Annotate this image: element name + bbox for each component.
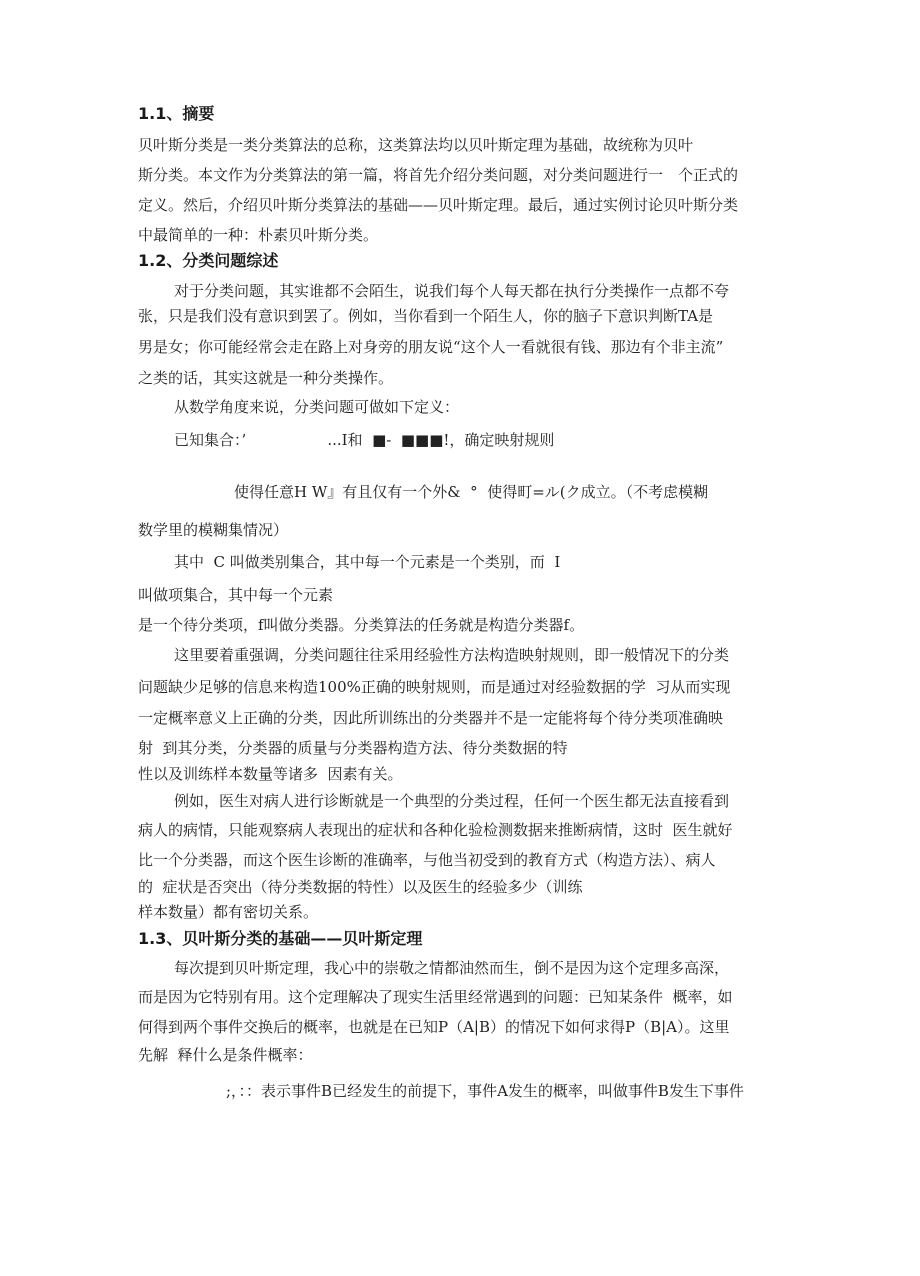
section-heading-summary: 1.1、摘要 bbox=[138, 104, 215, 123]
paragraph-line: 从数学角度来说，分类问题可做如下定义： bbox=[174, 398, 460, 416]
paragraph-line: 张，只是我们没有意识到罢了。例如，当你看到一个陌生人，你的脑子下意识判断TA是 bbox=[138, 307, 714, 325]
paragraph-line: 其中 C 叫做类别集合，其中每一个元素是一个类别，而 I bbox=[174, 553, 561, 571]
paragraph-line: ;，：：表示事件B已经发生的前提下，事件A发生的概率，叫做事件B发生下事件 bbox=[226, 1082, 744, 1100]
paragraph-line: 中最简单的一种：朴素贝叶斯分类。 bbox=[138, 226, 379, 244]
section-heading-classification-overview: 1.2、分类问题综述 bbox=[138, 251, 279, 270]
paragraph-line: 病人的病情，只能观察病人表现出的症状和各种化验检测数据来推断病情，这时 医生就好 bbox=[138, 821, 733, 839]
paragraph-line: 叫做项集合，其中每一个元素 bbox=[138, 586, 334, 604]
paragraph-line: 是一个待分类项，f叫做分类器。分类算法的任务就是构造分类器f。 bbox=[138, 616, 585, 634]
paragraph-line: 男是女；你可能经常会走在路上对身旁的朋友说“这个人一看就很有钱、那边有个非主流” bbox=[138, 338, 724, 356]
paragraph-line: 数学里的模糊集情况） bbox=[138, 521, 289, 539]
formula-line: 已知集合：’ ...I和 ■- ■■■!，确定映射规则 bbox=[174, 431, 555, 449]
paragraph-line: 射 到其分类，分类器的质量与分类器构造方法、待分类数据的特 bbox=[138, 739, 568, 757]
paragraph-line: 定义。然后，介绍贝叶斯分类算法的基础——贝叶斯定理。最后，通过实例讨论贝叶斯分类 bbox=[138, 196, 739, 214]
paragraph-line: 比一个分类器，而这个医生诊断的准确率，与他当初受到的教育方式（构造方法）、病人 bbox=[138, 851, 716, 869]
paragraph-line: 对于分类问题，其实谁都不会陌生，说我们每个人每天都在执行分类操作一点都不夸 bbox=[174, 282, 730, 300]
paragraph-line: 先解 释什么是条件概率： bbox=[138, 1046, 313, 1064]
paragraph-line: 样本数量）都有密切关系。 bbox=[138, 903, 319, 921]
paragraph-line: 而是因为它特别有用。这个定理解决了现实生活里经常遇到的问题：已知某条件 概率，如 bbox=[138, 988, 733, 1006]
formula-line: 使得任意H W』有且仅有一个外& ° 使得町=ル(ク成立。（不考虑模糊 bbox=[234, 483, 709, 501]
paragraph-line: 性以及训练样本数量等诸多 因素有关。 bbox=[138, 765, 403, 783]
paragraph-line: 贝叶斯分类是一类分类算法的总称，这类算法均以贝叶斯定理为基础，故统称为贝叶 bbox=[138, 136, 694, 154]
paragraph-line: 斯分类。本文作为分类算法的第一篇，将首先介绍分类问题，对分类问题进行一 个正式的 bbox=[138, 166, 739, 184]
paragraph-line: 这里要着重强调，分类问题往往采用经验性方法构造映射规则，即一般情况下的分类 bbox=[174, 646, 730, 664]
paragraph-line: 之类的话，其实这就是一种分类操作。 bbox=[138, 369, 394, 387]
section-heading-bayes-theorem: 1.3、贝叶斯分类的基础——贝叶斯定理 bbox=[138, 929, 423, 948]
paragraph-line: 例如，医生对病人进行诊断就是一个典型的分类过程，任何一个医生都无法直接看到 bbox=[174, 792, 730, 810]
paragraph-line: 每次提到贝叶斯定理，我心中的崇敬之情都油然而生，倒不是因为这个定理多高深， bbox=[174, 959, 730, 977]
paragraph-line: 何得到两个事件交换后的概率，也就是在已知P（A|B）的情况下如何求得P（B|A）。这里 bbox=[138, 1018, 730, 1036]
paragraph-line: 问题缺少足够的信息来构造100%正确的映射规则，而是通过对经验数据的学 习从而实现 bbox=[138, 678, 731, 696]
paragraph-line: 一定概率意义上正确的分类，因此所训练出的分类器并不是一定能将每个待分类项准确映 bbox=[138, 709, 724, 727]
paragraph-line: 的 症状是否突出（待分类数据的特性）以及医生的经验多少（训练 bbox=[138, 878, 583, 896]
